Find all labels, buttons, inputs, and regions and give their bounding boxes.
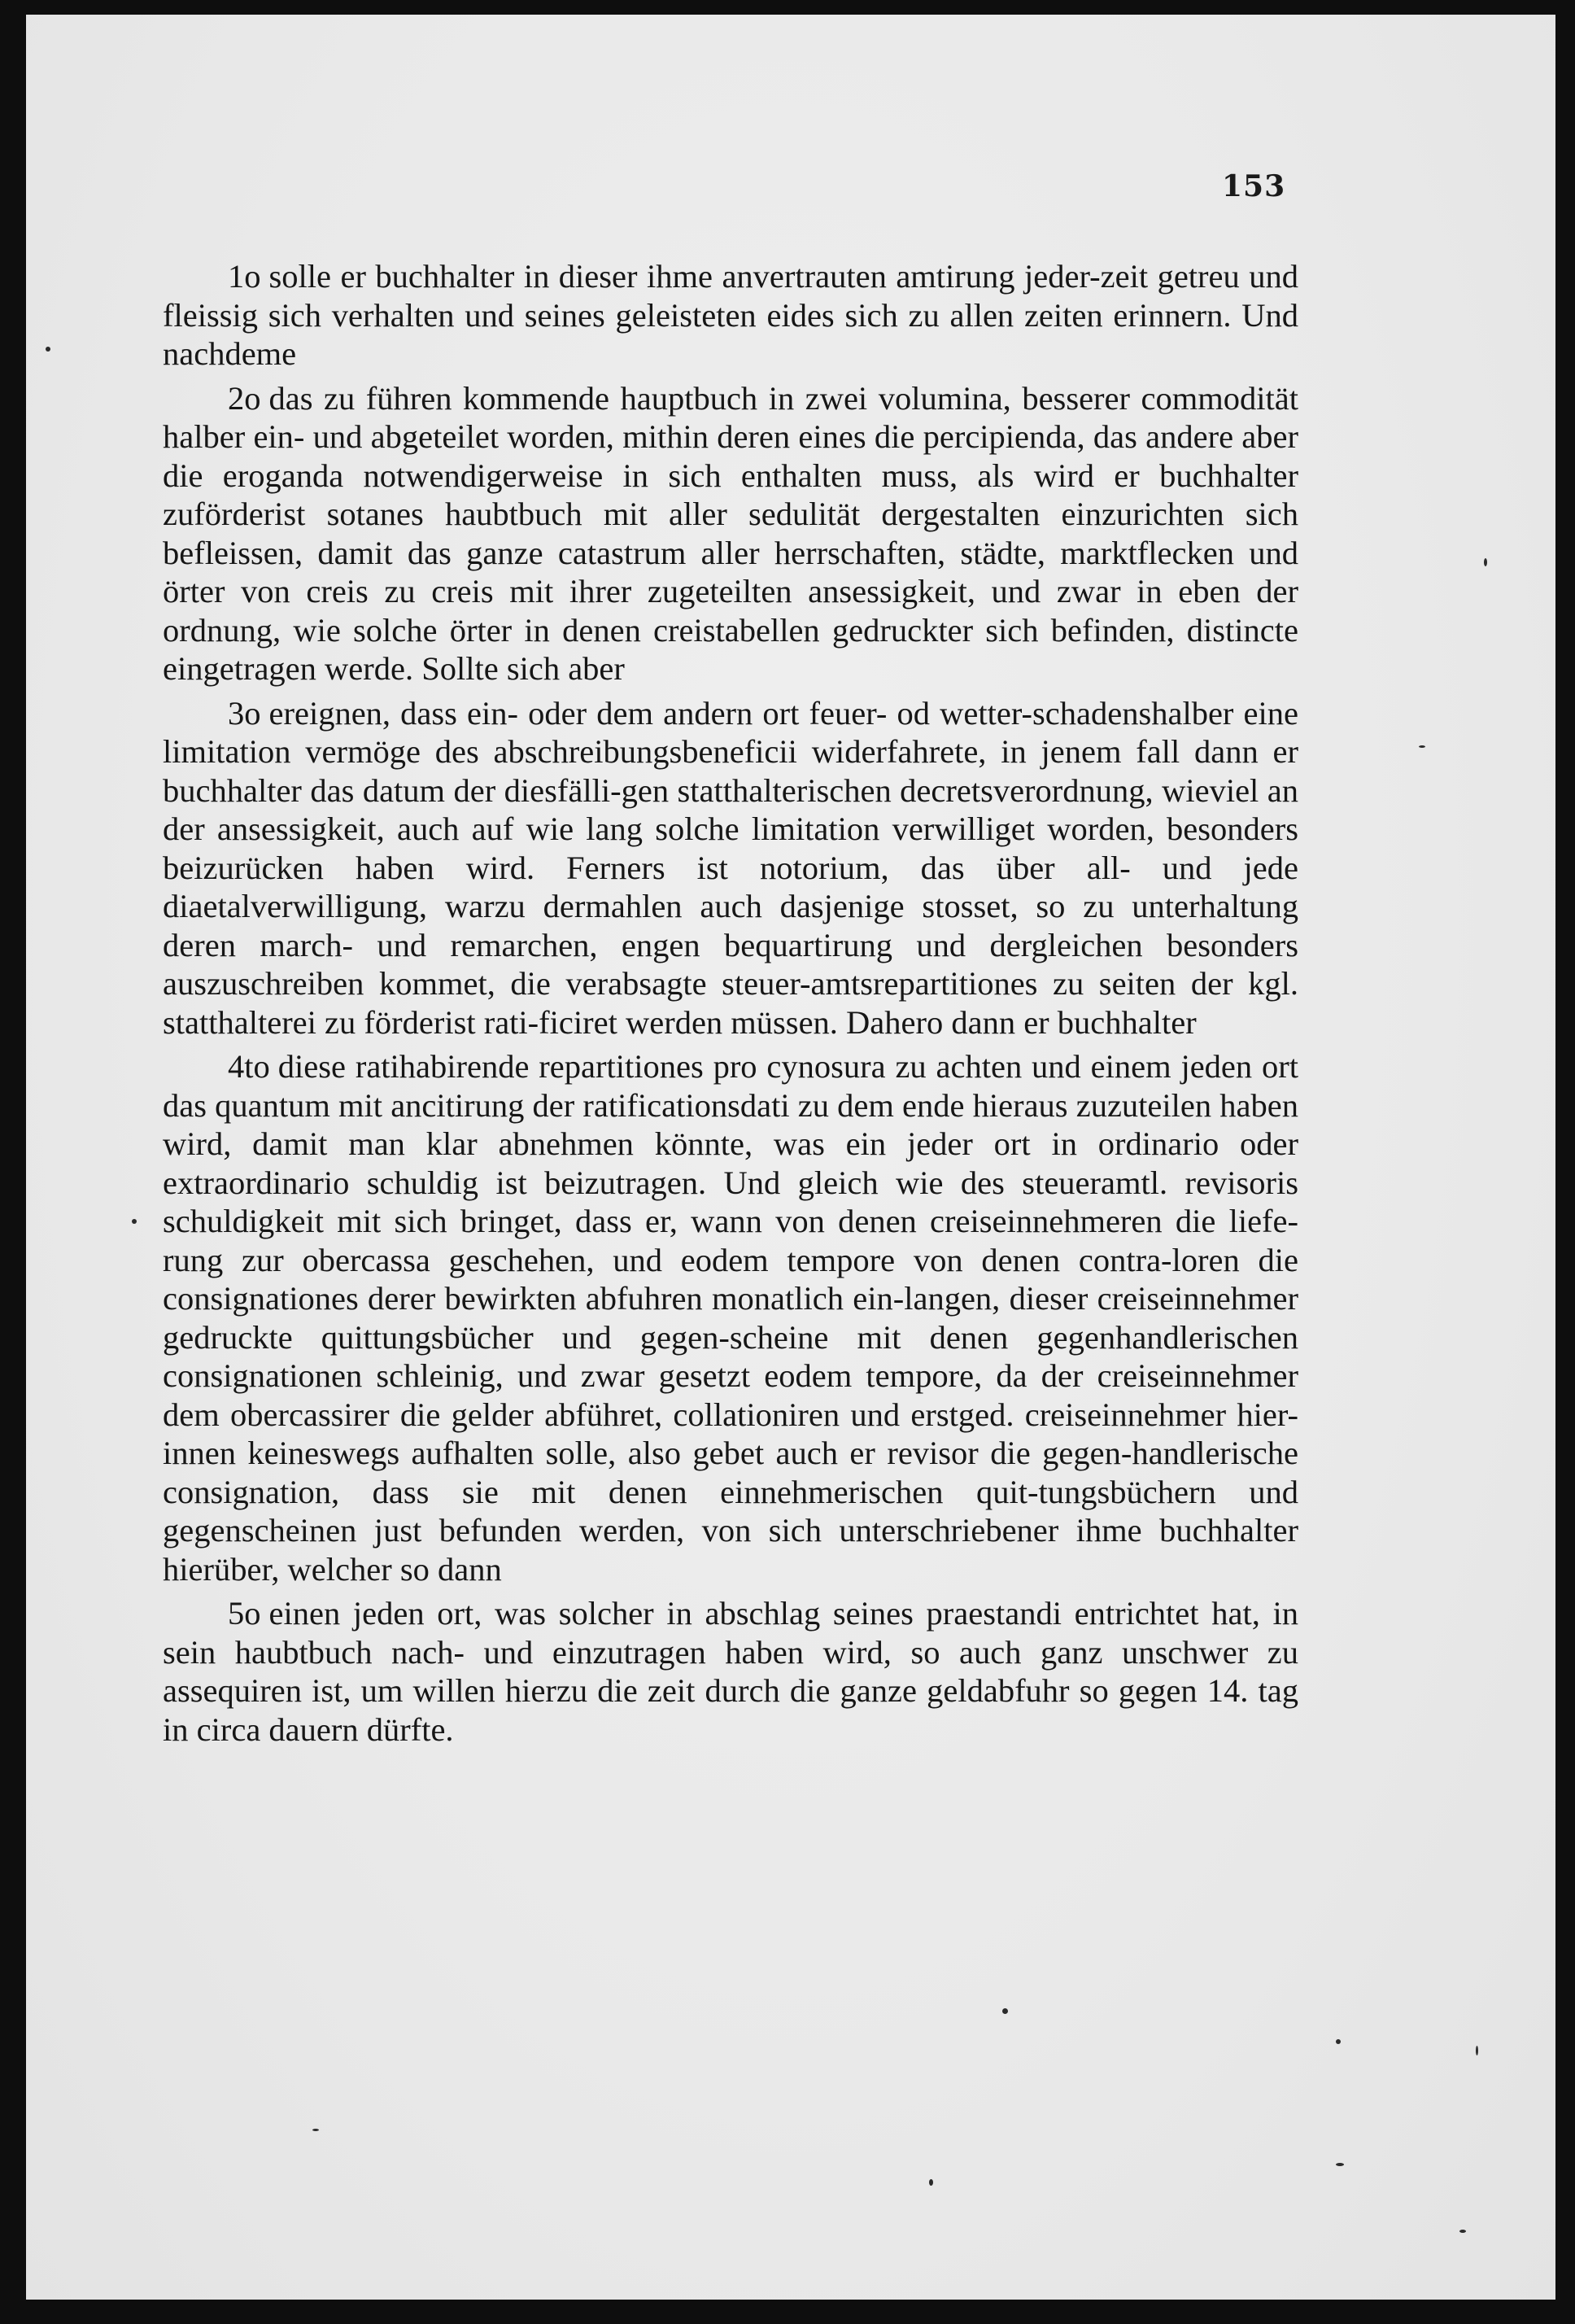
- paragraph-5: [163, 1594, 1298, 1749]
- paragraph-number: 4to: [228, 1048, 270, 1085]
- scan-speck: [1476, 2046, 1478, 2055]
- scan-speck: [312, 2129, 319, 2131]
- paragraph-number: 3o: [228, 694, 261, 732]
- scan-speck: [929, 2179, 933, 2186]
- paragraph-3: [163, 694, 1298, 1042]
- paragraph-number: 2o: [228, 379, 261, 417]
- paragraph-1: [163, 257, 1298, 374]
- paragraph-text: solle er buchhalter in dieser ihme anvertrauten amtirung jeder-zeit getreu und fleissig sich verhalten und seines geleisteten eides sich zu allen zeiten erinnern. Und nachdeme: [163, 258, 1298, 372]
- paragraph-2: [163, 379, 1298, 688]
- paragraph-text: einen jeden ort, was solcher in abschlag seines praestandi entrichtet hat, in sein haubtbuch nach- und einzutragen haben wird, so auch ganz unschwer zu assequiren ist, um willen hierzu die zeit durch die ganze geldabfuhr so gegen 14. tag in circa dauern dürfte.: [163, 1595, 1298, 1748]
- scan-speck: [1484, 558, 1487, 566]
- paragraph-text: ereignen, dass ein- oder dem andern ort feuer- od wetter-schadenshalber eine limitation vermöge des abschreibungsbeneficii widerfahrete, in jenem fall dann er buchhalter das datum der diesfälli-gen statthalterischen decretsverordnung, wieviel an der ansessigkeit, auch auf wie lang solche limitation verwilliget worden, besonders beizurücken haben wird. Ferners ist notorium, das über all- und jede diaetalverwilligung, warzu dermahlen auch dasjenige stosset, so zu unterhaltung deren march- und remarchen, engen bequartirung und dergleichen besonders auszuschreiben kommet, die verabsagte steuer-amtsrepartitiones zu seiten der kgl. statthalterei zu förderist rati-ficiret werden müssen. Dahero dann er buchhalter: [163, 694, 1298, 1041]
- paragraph-number: 5o: [228, 1595, 261, 1632]
- paragraph-number: 1o: [228, 258, 261, 295]
- scan-speck: [46, 347, 50, 352]
- document-page: [26, 15, 1555, 2300]
- scan-speck: [1336, 2039, 1341, 2044]
- paragraph-text: diese ratihabirende repartitiones pro cynosura zu achten und einem jeden ort das quantum mit ancitirung der ratificationsdati zu dem ende hieraus zuzuteilen haben wird, damit man klar abnehmen könnte, was ein jeder ort in ordinario oder extraordinario schuldig ist beizutragen. Und gleich wie des steueramtl. revisoris schuldigkeit mit sich bringet, dass er, wann von denen creiseinnehmeren die liefe-rung zur obercassa geschehen, und eodem tempore von denen contra-loren die consignationes derer bewirkten abfuhren monatlich ein-langen, dieser creiseinnehmer gedruckte quittungsbücher und gegen-scheine mit denen gegenhandlerischen consignationen schleinig, und zwar gesetzt eodem tempore, da der creiseinnehmer dem obercassirer die gelder abführet, collationiren und erstged. creiseinnehmer hier-innen keineswegs aufhalten solle, also gebet auch er revisor die gegen-handlerische consignation, dass sie mit denen einnehmerischen quit-tungsbüchern und gegenscheinen just befunden werden, von sich unterschriebener ihme buchhalter hierüber, welcher so dann: [163, 1048, 1298, 1588]
- page-number: 153: [1222, 169, 1286, 203]
- scan-speck: [1459, 2230, 1466, 2233]
- body-text: [163, 257, 1298, 1754]
- scan-speck: [132, 1219, 137, 1224]
- paragraph-4: [163, 1047, 1298, 1588]
- paragraph-text: das zu führen kommende hauptbuch in zwei volumina, besserer commodität halber ein- und abgeteilet worden, mithin deren eines die percipienda, das andere aber die eroganda notwendigerweise in sich enthalten muss, als wird er buchhalter zuförderist sotanes haubtbuch mit aller sedulität dergestalten einzurichten sich befleissen, damit das ganze catastrum aller herrschaften, städte, marktflecken und örter von creis zu creis mit ihrer zugeteilten ansessigkeit, und zwar in eben der ordnung, wie solche örter in denen creistabellen gedruckter sich befinden, distincte eingetragen werde. Sollte sich aber: [163, 379, 1298, 687]
- scan-speck: [1002, 2008, 1008, 2014]
- scan-speck: [1419, 745, 1425, 748]
- scan-speck: [1336, 2163, 1344, 2166]
